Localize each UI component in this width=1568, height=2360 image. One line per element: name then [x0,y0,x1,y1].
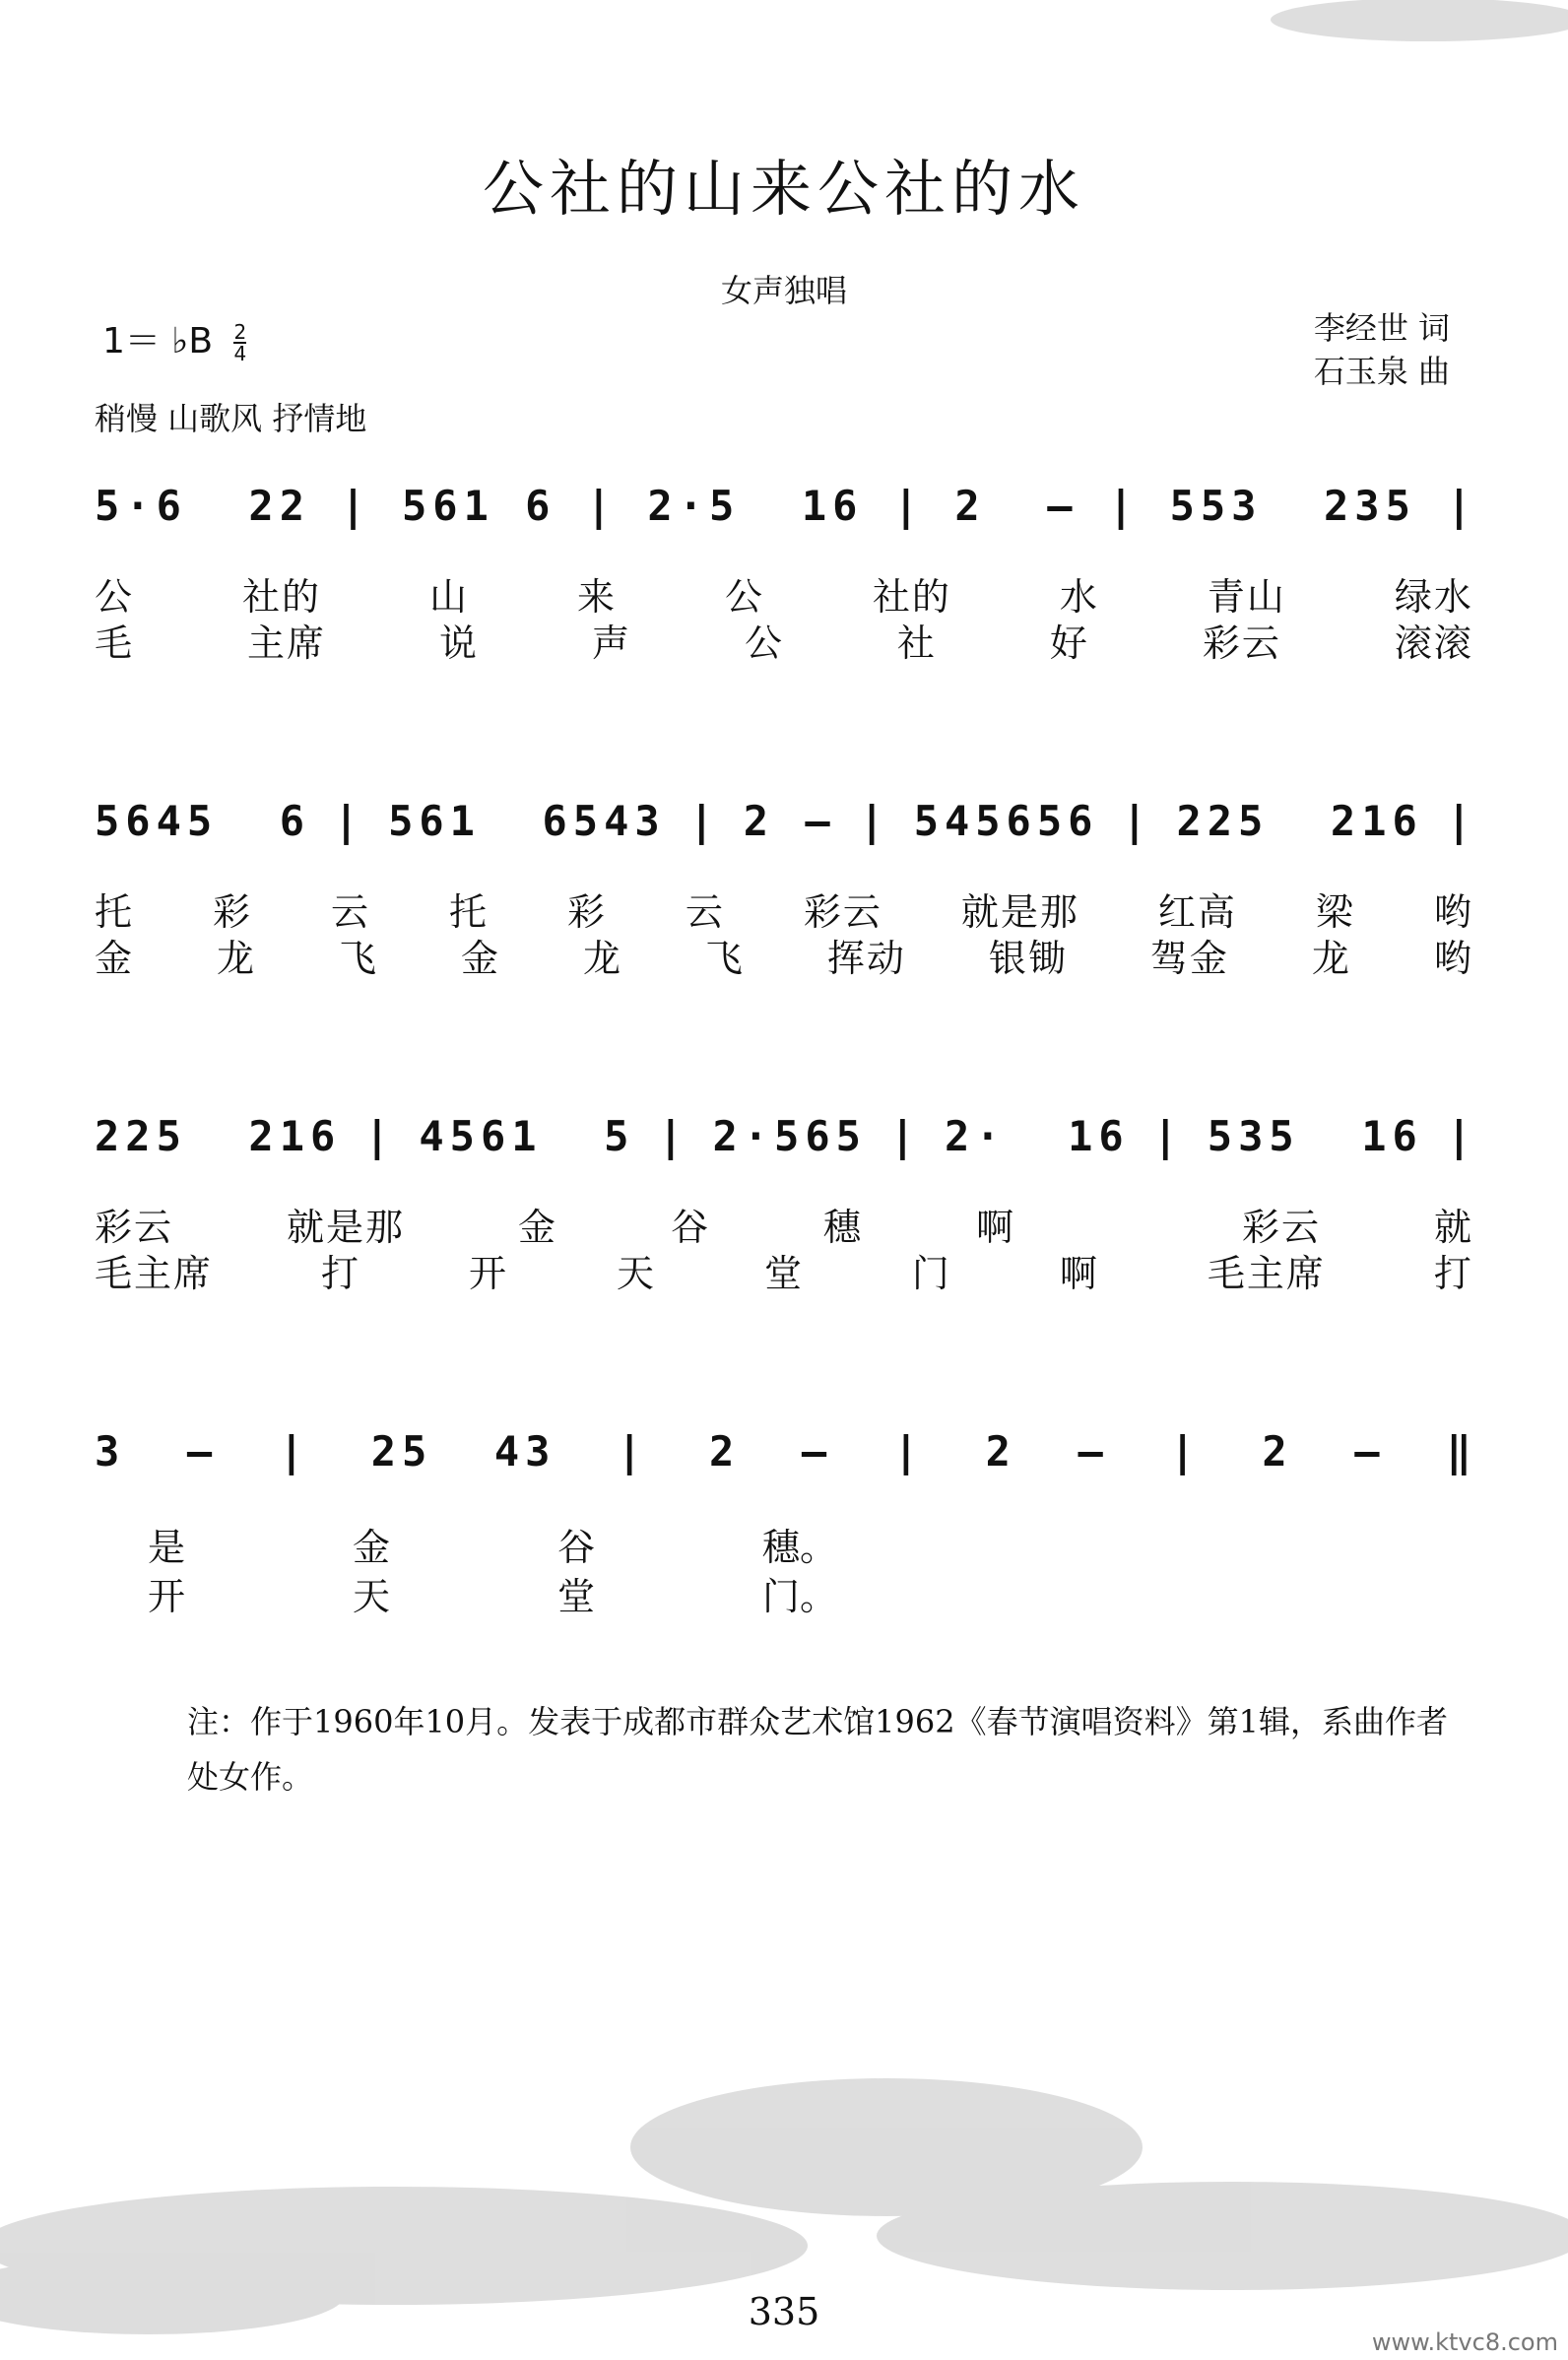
lyric: 就 [1433,1206,1473,1249]
barline: | [586,481,618,530]
barline: | [1446,796,1477,845]
page-number: 335 [748,2290,820,2333]
barline: | [1446,481,1477,530]
barline: | [1108,481,1140,530]
lyric: 谷 [671,1206,711,1249]
measure: 3 — [95,1426,219,1475]
measure: 2 — [954,481,1078,530]
meter-bottom: 4 [233,342,247,365]
notes-row-4 [95,1416,1477,1485]
lyrics-row-1-verse-2 [95,613,1473,667]
lyric: 门。 [761,1575,837,1618]
lyric: 打 [1433,1252,1473,1295]
lyric: 托 [448,890,489,934]
lyric: 彩云 [1202,622,1281,665]
barline: | [859,796,890,845]
lyric: 公 [95,575,135,619]
lyric: 哟 [1433,937,1473,980]
lyric: 金 [352,1526,390,1569]
lyric: 穗 [823,1206,864,1249]
barline: | [617,1426,648,1475]
lyric: 绿水 [1394,575,1473,619]
lyric: 飞 [338,937,378,980]
measure: 225 216 [95,1111,342,1160]
meter-top: 2 [233,320,247,344]
song-title: 公社的山来公社的水 [482,153,1085,225]
lyric: 社的 [872,575,951,619]
lyric: 堂 [763,1252,804,1295]
lyric: 开 [148,1575,186,1618]
lyrics-row-4-verse-2 [148,1566,837,1620]
lyric: 彩云 [803,890,882,934]
barline: | [893,1426,925,1475]
barline: | [333,796,365,845]
lyric: 就是那 [287,1206,406,1249]
lyric: 云 [330,890,370,934]
lyric: 堂 [556,1575,595,1618]
lyric: 云 [685,890,725,934]
barline: | [1446,1111,1477,1160]
barline: | [1152,1111,1184,1160]
lyrics-row-2-verse-2 [95,928,1473,982]
lyric: 彩 [566,890,607,934]
barline: | [364,1111,396,1160]
lyric: 红高 [1157,890,1237,934]
tempo-marking: 稍慢 山歌风 抒情地 [95,400,367,437]
barline: | [889,1111,922,1160]
lyric: 滚滚 [1394,622,1473,665]
measure: 5645 6 [95,796,311,845]
barline: | [1122,796,1153,845]
barline: | [340,481,372,530]
lyric: 金 [95,937,135,980]
lyric: 彩云 [95,1206,174,1249]
measure: 535 16 [1207,1111,1423,1160]
lyrics-row-3-verse-2 [95,1243,1473,1297]
lyric: 青山 [1207,575,1286,619]
lyric: 银锄 [988,937,1068,980]
lyric: 彩云 [1241,1206,1321,1249]
lyric: 好 [1049,622,1089,665]
score-row-4 [95,1416,1477,1485]
key-label: 1＝ ♭B [102,321,214,361]
barline: | [688,796,720,845]
lyric: 来 [576,575,617,619]
final-barline: ‖ [1446,1426,1477,1475]
measure: 545656 [913,796,1099,845]
lyric: 公 [724,575,764,619]
measure: 561 6 [402,481,556,530]
lyric: 谷 [556,1526,595,1569]
lyric: 门 [911,1252,951,1295]
lyric: 公 [744,622,784,665]
lyric: 龙 [582,937,622,980]
measure: 25 43 [370,1426,556,1475]
lyric: 毛 [95,622,135,665]
lyrics-row-4-verse-1 [148,1517,837,1571]
lyric: 山 [428,575,469,619]
lyric: 龙 [1311,937,1351,980]
score-row-1 [95,471,1477,540]
lyric: 穗。 [761,1526,837,1569]
measure: 4561 5 [419,1111,635,1160]
lyric: 开 [468,1252,508,1295]
key-signature [102,313,246,363]
lyric: 就是那 [960,890,1079,934]
barline: | [279,1426,310,1475]
lyric: 挥动 [826,937,906,980]
score-row-3 [95,1101,1477,1170]
song-subtitle: 女声独唱 [720,272,847,309]
lyric: 托 [95,890,135,934]
measure: 2 — [743,796,836,845]
lyric: 打 [320,1252,360,1295]
measure: 2·565 [712,1111,867,1160]
lyric: 金 [460,937,500,980]
watermark: www.ktvc8.com [1371,2328,1558,2356]
lyric: 啊 [976,1206,1016,1249]
measure: 561 6543 [388,796,666,845]
measure: 2 — [708,1426,833,1475]
barline: | [893,481,925,530]
measure: 5·6 22 [95,481,311,530]
lyric: 金 [518,1206,558,1249]
lyric: 龙 [216,937,256,980]
time-signature [233,322,246,363]
composer-credit: 石玉泉 曲 [1313,353,1450,390]
lyric: 声 [591,622,631,665]
measure: 2·5 16 [647,481,864,530]
lyric: 毛主席 [1207,1252,1326,1295]
measure: 553 235 [1169,481,1416,530]
lyric: 主席 [246,622,326,665]
barline: | [658,1111,689,1160]
notes-row-1 [95,471,1477,540]
barline: | [1169,1426,1202,1475]
lyric: 是 [148,1526,186,1569]
lyric: 天 [616,1252,656,1295]
footnote: 注：作于1960年10月。发表于成都市群众艺术馆1962《春节演唱资料》第1辑，系曲作者处女作。 [187,1703,1448,1796]
lyric: 啊 [1059,1252,1099,1295]
lyricist-credit: 李经世 词 [1313,309,1450,347]
lyric: 哟 [1433,890,1473,934]
lyric: 天 [352,1575,390,1618]
score-row-2 [95,786,1477,855]
lyric: 飞 [704,937,745,980]
lyric: 梁 [1315,890,1355,934]
measure: 225 216 [1176,796,1423,845]
measure: 2 — [1262,1426,1386,1475]
measure: 2· 16 [944,1111,1130,1160]
notes-row-2 [95,786,1477,855]
lyric: 社 [896,622,937,665]
measure: 2 — [985,1426,1109,1475]
lyric: 毛主席 [95,1252,214,1295]
lyric: 驾金 [1149,937,1229,980]
lyric: 说 [438,622,479,665]
lyric: 水 [1059,575,1099,619]
notes-row-3 [95,1101,1477,1170]
lyric: 社的 [241,575,321,619]
lyric: 彩 [212,890,252,934]
